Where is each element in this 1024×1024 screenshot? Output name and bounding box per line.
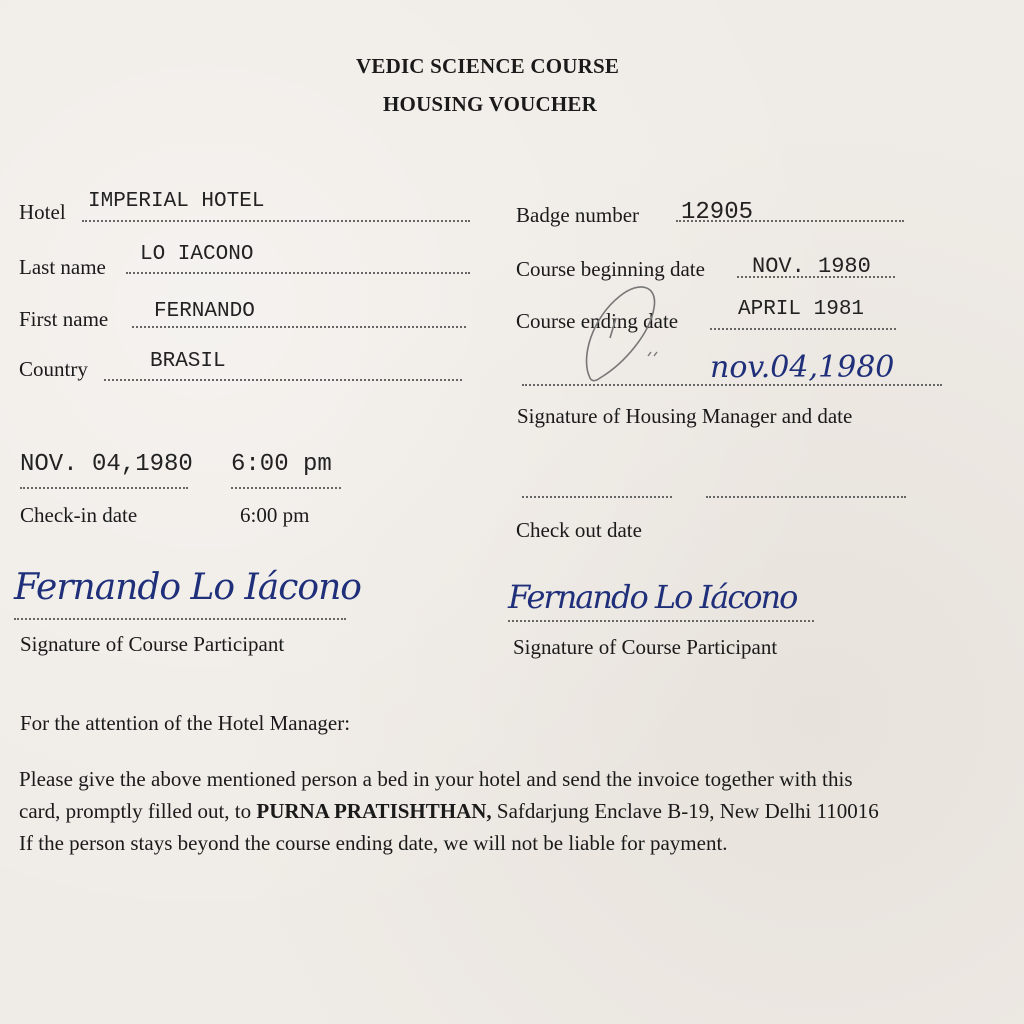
checkin-date-line — [20, 487, 188, 489]
course-begin-value: NOV. 1980 — [752, 254, 871, 279]
first-name-value: FERNANDO — [154, 300, 255, 323]
checkout-date-label: Check out date — [516, 518, 642, 542]
country-line — [104, 379, 462, 381]
badge-line — [676, 220, 904, 222]
last-name-line — [126, 272, 470, 274]
course-end-line — [710, 328, 896, 330]
notice-line-3: If the person stays beyond the course ending date, we will not be liable for payment. — [19, 831, 728, 855]
attention-heading: For the attention of the Hotel Manager: — [20, 711, 351, 735]
left-signature-line — [14, 618, 346, 620]
form-title: VEDIC SCIENCE COURSE — [356, 54, 620, 78]
right-signature-label: Signature of Course Participant — [513, 635, 778, 659]
housing-sig-line — [522, 384, 942, 386]
housing-sig-label: Signature of Housing Manager and date — [517, 404, 853, 428]
recipient-name: PURNA PRATISHTHAN, — [256, 799, 492, 823]
hotel-label: Hotel — [19, 200, 66, 224]
form-subtitle: HOUSING VOUCHER — [383, 92, 597, 116]
checkin-time-value: 6:00 pm — [231, 451, 332, 478]
country-label: Country — [19, 357, 88, 381]
right-signature-line — [508, 620, 814, 622]
course-begin-line — [737, 276, 895, 278]
left-signature-label: Signature of Course Participant — [20, 632, 285, 656]
course-begin-label: Course beginning date — [516, 257, 705, 281]
notice-line-2-c: Safdarjung Enclave B-19, New Delhi 110016 — [491, 799, 879, 823]
checkout-time-line — [706, 496, 906, 498]
first-name-label: First name — [19, 307, 109, 331]
last-name-label: Last name — [19, 255, 106, 279]
checkin-date-label: Check-in date — [20, 503, 138, 527]
notice-line-2 — [19, 795, 879, 827]
badge-label: Badge number — [516, 203, 640, 227]
checkout-date-line — [522, 496, 672, 498]
notice-line-1: Please give the above mentioned person a bed in your hotel and send the invoice together with this — [19, 767, 853, 791]
checkin-time-line — [231, 487, 341, 489]
country-value: BRASIL — [150, 350, 226, 373]
badge-value: 12905 — [681, 199, 754, 226]
checkin-time-label: 6:00 pm — [240, 503, 310, 527]
notice-line-2-a: card, promptly filled out, to — [19, 799, 257, 823]
course-end-label: Course ending date — [516, 309, 679, 333]
hotel-line — [82, 220, 470, 222]
checkin-date-value: NOV. 04,1980 — [20, 451, 193, 478]
right-participant-signature: Fernando Lo Iácono — [508, 578, 797, 616]
first-name-line — [132, 326, 466, 328]
hotel-value: IMPERIAL HOTEL — [88, 190, 265, 213]
course-end-value: APRIL 1981 — [738, 298, 865, 321]
housing-manager-initial — [570, 278, 670, 388]
last-name-value: LO IACONO — [140, 243, 254, 266]
left-participant-signature: Fernando Lo Iácono — [14, 567, 361, 608]
housing-sig-date: nov.04,1980 — [710, 350, 895, 385]
